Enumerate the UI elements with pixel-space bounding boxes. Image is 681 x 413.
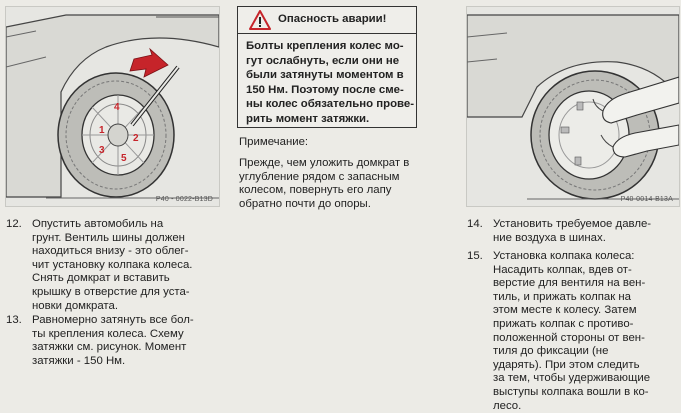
step-line: новки домкрата.: [32, 299, 118, 312]
step-line: лесо.: [493, 399, 522, 412]
step-line: ударять). При этом следить: [493, 358, 640, 371]
step-line: находиться внизу - это облег-: [32, 245, 189, 258]
warning-line: рить момент затяжки.: [246, 112, 370, 125]
note-line: обратно почти до опоры.: [239, 197, 371, 210]
step-line: затяжки см. рисунок. Момент: [32, 341, 187, 354]
warning-line: Болты крепления колес мо-: [246, 40, 404, 52]
note-line: колесом, повернуть его лапу: [239, 184, 392, 197]
warning-triangle-icon: [248, 9, 272, 31]
step-number: 12.: [6, 218, 22, 230]
figure-wheel-bolt-tightening: [5, 6, 220, 207]
step-line: затяжки - 150 Нм.: [32, 354, 126, 367]
wheel-tightening-illustration: [6, 7, 219, 206]
direction-arrow-icon: [130, 49, 168, 77]
step-line: прижать колпак с противо-: [493, 317, 634, 330]
step-line: верстие для вентиля на вен-: [493, 277, 646, 290]
step-line: тиля до фиксации (не: [493, 345, 609, 358]
hubcap-install-illustration: [467, 7, 679, 206]
bolt-marker: 1: [99, 125, 105, 136]
step-line: крышку в отверстие для уста-: [32, 285, 190, 298]
note-line: углубление рядом с запасным: [239, 170, 400, 183]
step-number: 15.: [467, 250, 483, 262]
step-line: этом месте к колесу. Затем: [493, 304, 637, 317]
warning-line: были затянуты моментом в: [246, 69, 404, 81]
step-line: за тем, чтобы удерживающие: [493, 372, 651, 385]
bolt-marker: 2: [133, 133, 139, 144]
bolt-marker: 5: [121, 153, 127, 164]
note-text: [239, 157, 409, 211]
note-line: Прежде, чем уложить домкрат в: [239, 157, 410, 169]
figure-hubcap-install: [466, 6, 680, 207]
step-line: грунт. Вентиль шины должен: [32, 231, 185, 244]
bolt-marker: 3: [99, 145, 105, 156]
step-line: выступы колпака вошли в ко-: [493, 385, 649, 398]
step-line: Установка колпака колеса:: [493, 250, 635, 262]
step-line: Установить требуемое давле-: [493, 218, 652, 230]
warning-box: [237, 6, 417, 128]
warning-line: 150 Нм. Поэтому после сме-: [246, 83, 404, 96]
warning-line: ны колес обязательно прове-: [246, 98, 415, 110]
step-line: тиль, и прижать колпак на: [493, 290, 632, 303]
figure-code: P40 - 0022-B13D: [155, 196, 213, 203]
step-line: Снять домкрат и вставить: [32, 272, 170, 285]
step-line: Равномерно затянуть все бол-: [32, 314, 194, 326]
figure-code: P40-0014-B13A: [620, 196, 673, 203]
warning-line: гут ослабнуть, если они не: [246, 54, 400, 67]
step-line: положенной стороны от вен-: [493, 331, 645, 344]
step-line: Насадить колпак, вдев от-: [493, 263, 632, 276]
step-number: 14.: [467, 218, 483, 230]
step-number: 13.: [6, 314, 22, 326]
bolt-marker: 4: [114, 102, 120, 113]
note-heading: Примечание:: [239, 136, 309, 148]
step-line: ние воздуха в шинах.: [493, 231, 606, 244]
warning-header: [238, 7, 416, 34]
warning-text: [246, 39, 414, 126]
warning-title: Опасность аварии!: [278, 13, 387, 25]
step-line: чит установку колпака колеса.: [32, 258, 193, 271]
step-line: Опустить автомобиль на: [32, 218, 164, 230]
step-line: ты крепления колеса. Схему: [32, 327, 184, 340]
